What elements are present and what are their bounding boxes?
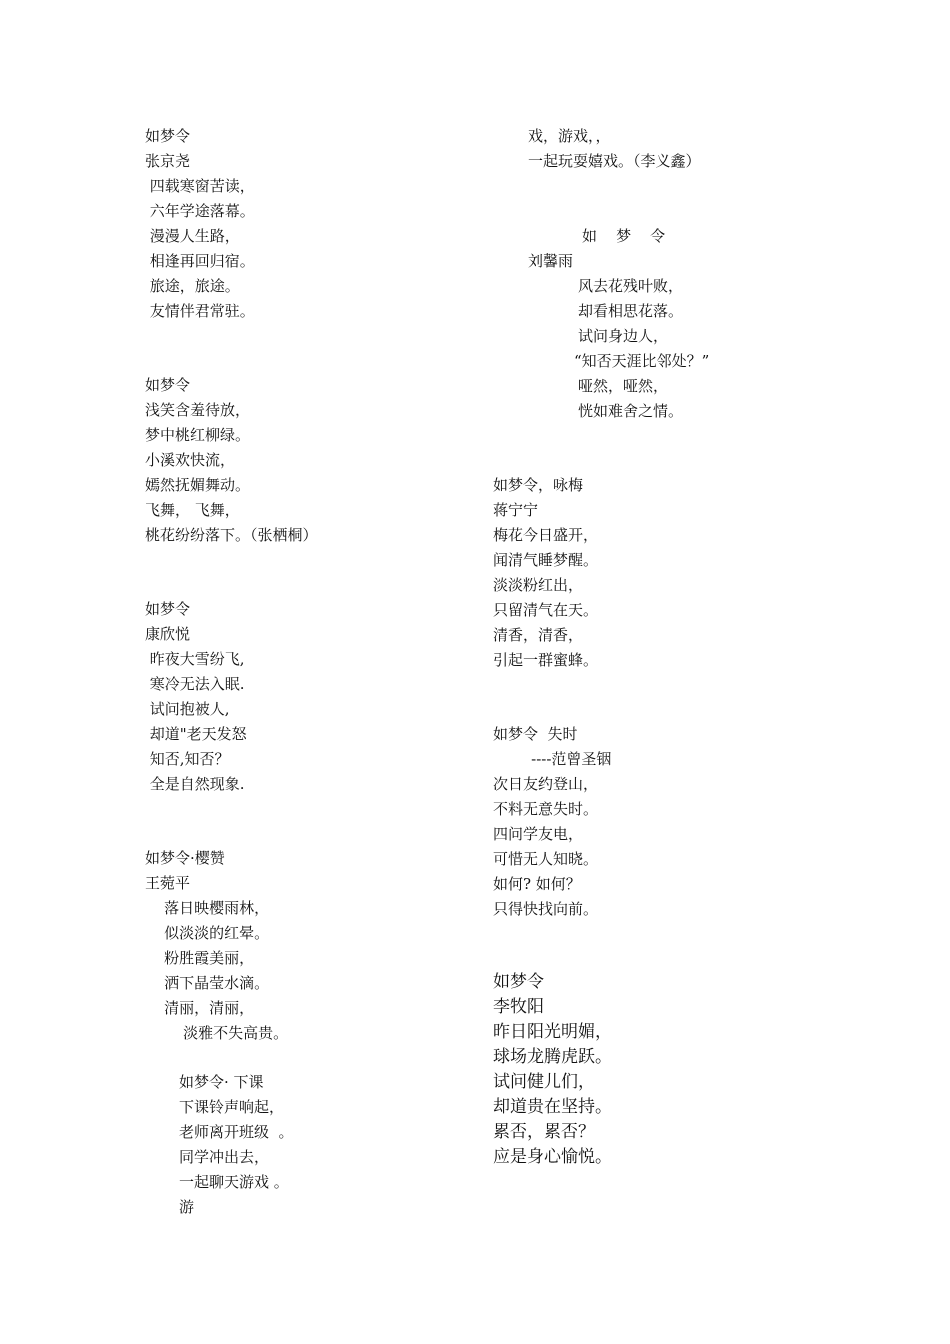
poem-line: 知否,知否？	[145, 750, 230, 768]
poem-line: 只得快找向前。	[493, 900, 599, 918]
poem-line: 寒冷无法入眠.	[145, 675, 245, 693]
poem-title: 如梦令	[145, 376, 191, 394]
poem-line: 只留清气在天。	[493, 601, 599, 619]
poem-line: 清丽，清丽，	[145, 999, 255, 1017]
poem-author: 张京尧	[145, 152, 191, 170]
poem-line: 如何? 如何？	[493, 875, 581, 893]
poem-title: 如梦令·樱赞	[145, 849, 225, 867]
poem-line: 清香，清香，	[493, 626, 584, 644]
poem-line: 昨日阳光明媚，	[493, 1022, 612, 1042]
poem-line: 相逢再回归宿。	[145, 252, 255, 270]
poem-line: 粉胜霞美丽，	[145, 949, 255, 967]
poem-line: 却看相思花落。	[578, 302, 684, 320]
poem-line: 球场龙腾虎跃。	[493, 1047, 612, 1067]
poem-line: 桃花纷纷落下。（张栖桐）	[145, 526, 318, 544]
poem-line: “知否天涯比邻处？”	[574, 352, 710, 370]
poem-line: 同学冲出去，	[179, 1148, 270, 1166]
poem-title: 如梦令· 下课	[179, 1073, 264, 1091]
poem-line: 洒下晶莹水滴。	[145, 974, 270, 992]
poem-line: 引起一群蜜蜂。	[493, 651, 599, 669]
poem-line: 可惜无人知晓。	[493, 850, 599, 868]
poem-line: 小溪欢快流，	[145, 451, 236, 469]
poem-line: 昨夜大雪纷飞,	[145, 650, 245, 668]
poem-line: 飞舞， 飞舞，	[145, 501, 240, 519]
poem-line: 四载寒窗苦读，	[145, 177, 255, 195]
poem-line: 嫣然抚媚舞动。	[145, 476, 251, 494]
poem-line: 旅途，旅途。	[145, 277, 240, 295]
poem-author: 蒋宁宁	[493, 501, 539, 519]
poem-line: 友情伴君常驻。	[145, 302, 255, 320]
poem-title: 如梦令	[145, 127, 191, 145]
poem-line: 四问学友电，	[493, 825, 584, 843]
poem-line: 梦中桃红柳绿。	[145, 426, 251, 444]
poem-line: 试问健儿们，	[493, 1072, 595, 1092]
poem-line: 全是自然现象.	[145, 775, 245, 793]
poem-line: 一起聊天游戏 。	[179, 1173, 289, 1191]
poem-line: 一起玩耍嬉戏。（李义鑫）	[528, 152, 701, 170]
poem-line: 试问身边人，	[578, 327, 669, 345]
poem-author: 王菀平	[145, 874, 191, 892]
poem-author: 李牧阳	[493, 997, 544, 1017]
poem-line: 梅花今日盛开，	[493, 526, 599, 544]
poem-line: 游	[179, 1198, 195, 1216]
poem-title: 如梦令	[493, 972, 544, 992]
poem-author: ----范曾圣铟	[493, 750, 612, 768]
poem-line: 下课铃声响起，	[179, 1098, 285, 1116]
poem-line: 哑然，哑然，	[578, 377, 669, 395]
poem-title: 如梦令	[145, 600, 191, 618]
poem-line: 淡雅不失高贵。	[145, 1024, 289, 1042]
poem-line: 却道贵在坚持。	[493, 1097, 612, 1117]
poem-line: 累否，累否？	[493, 1122, 595, 1142]
poem-line: 老师离开班级 。	[179, 1123, 294, 1141]
poem-line: 却道"老天发怒	[145, 725, 247, 743]
poem-line: 试问抱被人,	[145, 700, 230, 718]
poem-line: 浅笑含羞待放，	[145, 401, 251, 419]
poem-line: 风去花残叶败，	[578, 277, 684, 295]
poem-author: 刘馨雨	[528, 252, 574, 270]
poem-line: 次日友约登山，	[493, 775, 599, 793]
poem-line: 六年学途落幕。	[145, 202, 255, 220]
poem-line: 闻清气睡梦醒。	[493, 551, 599, 569]
poem-author: 康欣悦	[145, 625, 191, 643]
poem-line: 戏，游戏，，	[528, 127, 611, 145]
poem-line: 漫漫人生路，	[145, 227, 240, 245]
poem-line: 不料无意失时。	[493, 800, 599, 818]
poem-title: 如梦令 失时	[493, 725, 578, 743]
poem-line: 落日映樱雨林，	[145, 899, 270, 917]
poem-title: 如 梦 令	[582, 227, 666, 245]
poem-line: 恍如难舍之情。	[578, 402, 684, 420]
poem-line: 淡淡粉红出，	[493, 576, 584, 594]
poem-line: 似淡淡的红晕。	[145, 924, 270, 942]
poem-title: 如梦令，咏梅	[493, 476, 584, 494]
poem-line: 应是身心愉悦。	[493, 1147, 612, 1167]
